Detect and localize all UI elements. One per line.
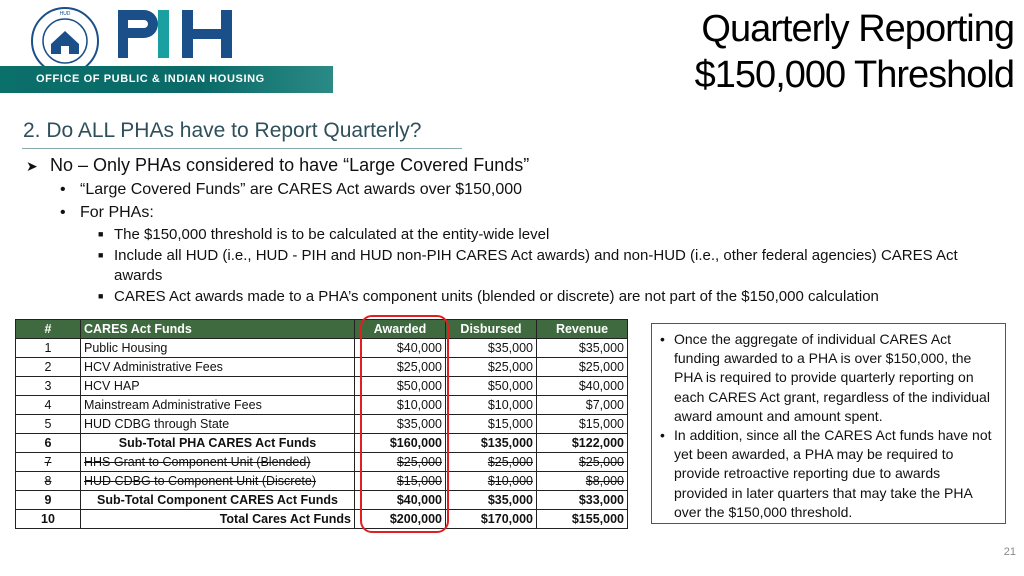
total-row bbox=[16, 510, 628, 529]
subtotal-row bbox=[16, 434, 628, 453]
awarded-value: $200,000 bbox=[355, 510, 446, 529]
fund-name: HHS Grant to Component Unit (Blended) bbox=[81, 453, 355, 472]
fund-name: HCV Administrative Fees bbox=[81, 358, 355, 377]
explanation-box bbox=[651, 323, 1006, 524]
row-number: 3 bbox=[16, 377, 81, 396]
col-header-funds: CARES Act Funds bbox=[81, 320, 355, 339]
col-header-disbursed: Disbursed bbox=[446, 320, 537, 339]
bullet-level3-b bbox=[98, 247, 958, 264]
row-number: 7 bbox=[16, 453, 81, 472]
disbursed-value: $35,000 bbox=[446, 339, 537, 358]
title-line-1: Quarterly Reporting bbox=[701, 8, 1014, 50]
dot-bullet-icon: • bbox=[660, 427, 665, 444]
disbursed-value: $50,000 bbox=[446, 377, 537, 396]
office-label: OFFICE OF PUBLIC & INDIAN HOUSING bbox=[36, 73, 265, 85]
fund-name: HUD CDBG to Component Unit (Discrete) bbox=[81, 472, 355, 491]
square-bullet-icon: ■ bbox=[98, 250, 104, 260]
note-item-1-text: Once the aggregate of individual CARES Act funding awarded to a PHA is over $150,000, the PHA is required to provide quarterly reporting on each CARES Act grant, regardless of the individual award amount and amount spent. bbox=[674, 331, 990, 424]
revenue-value: $122,000 bbox=[537, 434, 628, 453]
disbursed-value: $25,000 bbox=[446, 453, 537, 472]
square-bullet-icon: ■ bbox=[98, 229, 104, 239]
row-number: 9 bbox=[16, 491, 81, 510]
awarded-value: $40,000 bbox=[355, 491, 446, 510]
arrow-bullet-icon: ➤ bbox=[26, 158, 38, 174]
office-banner bbox=[0, 66, 333, 93]
fund-name: Public Housing bbox=[81, 339, 355, 358]
bullet-level3-b-text: Include all HUD (i.e., HUD - PIH and HUD non-PIH CARES Act awards) and non-HUD (i.e., other federal agencies) CARES Act bbox=[114, 247, 958, 264]
awarded-value: $25,000 bbox=[355, 358, 446, 377]
note-item-1 bbox=[660, 330, 997, 426]
title-line-2: $150,000 Threshold bbox=[694, 54, 1014, 96]
revenue-value: $25,000 bbox=[537, 453, 628, 472]
table-row bbox=[16, 396, 628, 415]
awarded-value: $15,000 bbox=[355, 472, 446, 491]
disbursed-value: $135,000 bbox=[446, 434, 537, 453]
pih-logo bbox=[0, 0, 335, 96]
col-header-awarded: Awarded bbox=[355, 320, 446, 339]
table-row bbox=[16, 358, 628, 377]
bullet-level2-a-text: “Large Covered Funds” are CARES Act awards over $150,000 bbox=[80, 181, 523, 198]
slide-title bbox=[695, 6, 1014, 98]
bullet-level2-b-text: For PHAs: bbox=[80, 204, 154, 221]
dot-bullet-icon: • bbox=[660, 331, 665, 347]
disbursed-value: $10,000 bbox=[446, 396, 537, 415]
table-row bbox=[16, 339, 628, 358]
disbursed-value: $170,000 bbox=[446, 510, 537, 529]
revenue-value: $35,000 bbox=[537, 339, 628, 358]
revenue-value: $33,000 bbox=[537, 491, 628, 510]
fund-name: Sub-Total Component CARES Act Funds bbox=[81, 491, 355, 510]
bullet-level1-text: No – Only PHAs considered to have “Large Covered Funds” bbox=[50, 155, 530, 175]
bullet-level3-b-continuation: awards bbox=[114, 267, 163, 284]
row-number: 8 bbox=[16, 472, 81, 491]
subtotal-row bbox=[16, 491, 628, 510]
cares-funds-table bbox=[15, 319, 628, 529]
awarded-value: $160,000 bbox=[355, 434, 446, 453]
dot-bullet-icon: • bbox=[60, 204, 66, 221]
revenue-value: $155,000 bbox=[537, 510, 628, 529]
table-row bbox=[16, 415, 628, 434]
note-item-2-text: In addition, since all the CARES Act funds have not yet been awarded, a PHA may be required to provide retroactive reporting due to awards provided in later quarters that may take the PHA over the $150,000 threshold. bbox=[674, 427, 992, 520]
fund-name: HCV HAP bbox=[81, 377, 355, 396]
bullet-level2-a bbox=[60, 181, 522, 199]
disbursed-value: $35,000 bbox=[446, 491, 537, 510]
svg-text:HUD: HUD bbox=[59, 11, 71, 17]
disbursed-value: $25,000 bbox=[446, 358, 537, 377]
revenue-value: $8,000 bbox=[537, 472, 628, 491]
revenue-value: $25,000 bbox=[537, 358, 628, 377]
bullet-level3-c-text: CARES Act awards made to a PHA’s component units (blended or discrete) are not part of the $150,000 calculation bbox=[114, 288, 879, 305]
disbursed-value: $15,000 bbox=[446, 415, 537, 434]
question-underline bbox=[22, 148, 462, 149]
excluded-row bbox=[16, 472, 628, 491]
row-number: 6 bbox=[16, 434, 81, 453]
fund-name: Sub-Total PHA CARES Act Funds bbox=[81, 434, 355, 453]
question-heading: 2. Do ALL PHAs have to Report Quarterly? bbox=[23, 119, 422, 142]
fund-name: HUD CDBG through State bbox=[81, 415, 355, 434]
dot-bullet-icon: • bbox=[60, 181, 66, 198]
awarded-value: $50,000 bbox=[355, 377, 446, 396]
excluded-row bbox=[16, 453, 628, 472]
page-number: 21 bbox=[1003, 546, 1016, 558]
awarded-value: $10,000 bbox=[355, 396, 446, 415]
row-number: 4 bbox=[16, 396, 81, 415]
col-header-revenue: Revenue bbox=[537, 320, 628, 339]
row-number: 1 bbox=[16, 339, 81, 358]
revenue-value: $15,000 bbox=[537, 415, 628, 434]
fund-name: Mainstream Administrative Fees bbox=[81, 396, 355, 415]
square-bullet-icon: ■ bbox=[98, 291, 104, 301]
awarded-value: $35,000 bbox=[355, 415, 446, 434]
awarded-value: $25,000 bbox=[355, 453, 446, 472]
fund-name: Total Cares Act Funds bbox=[81, 510, 355, 529]
table-row bbox=[16, 377, 628, 396]
disbursed-value: $10,000 bbox=[446, 472, 537, 491]
bullet-level3-c bbox=[98, 288, 879, 305]
row-number: 5 bbox=[16, 415, 81, 434]
awarded-value: $40,000 bbox=[355, 339, 446, 358]
bullet-level1 bbox=[26, 155, 529, 176]
revenue-value: $7,000 bbox=[537, 396, 628, 415]
note-item-2 bbox=[660, 426, 997, 522]
table-header-row bbox=[16, 320, 628, 339]
bullet-level3-a bbox=[98, 226, 549, 243]
col-header-number: # bbox=[16, 320, 81, 339]
pih-wordmark-icon bbox=[114, 6, 250, 62]
revenue-value: $40,000 bbox=[537, 377, 628, 396]
bullet-level3-a-text: The $150,000 threshold is to be calculated at the entity-wide level bbox=[114, 226, 550, 243]
row-number: 2 bbox=[16, 358, 81, 377]
bullet-level2-b bbox=[60, 204, 154, 222]
row-number: 10 bbox=[16, 510, 81, 529]
